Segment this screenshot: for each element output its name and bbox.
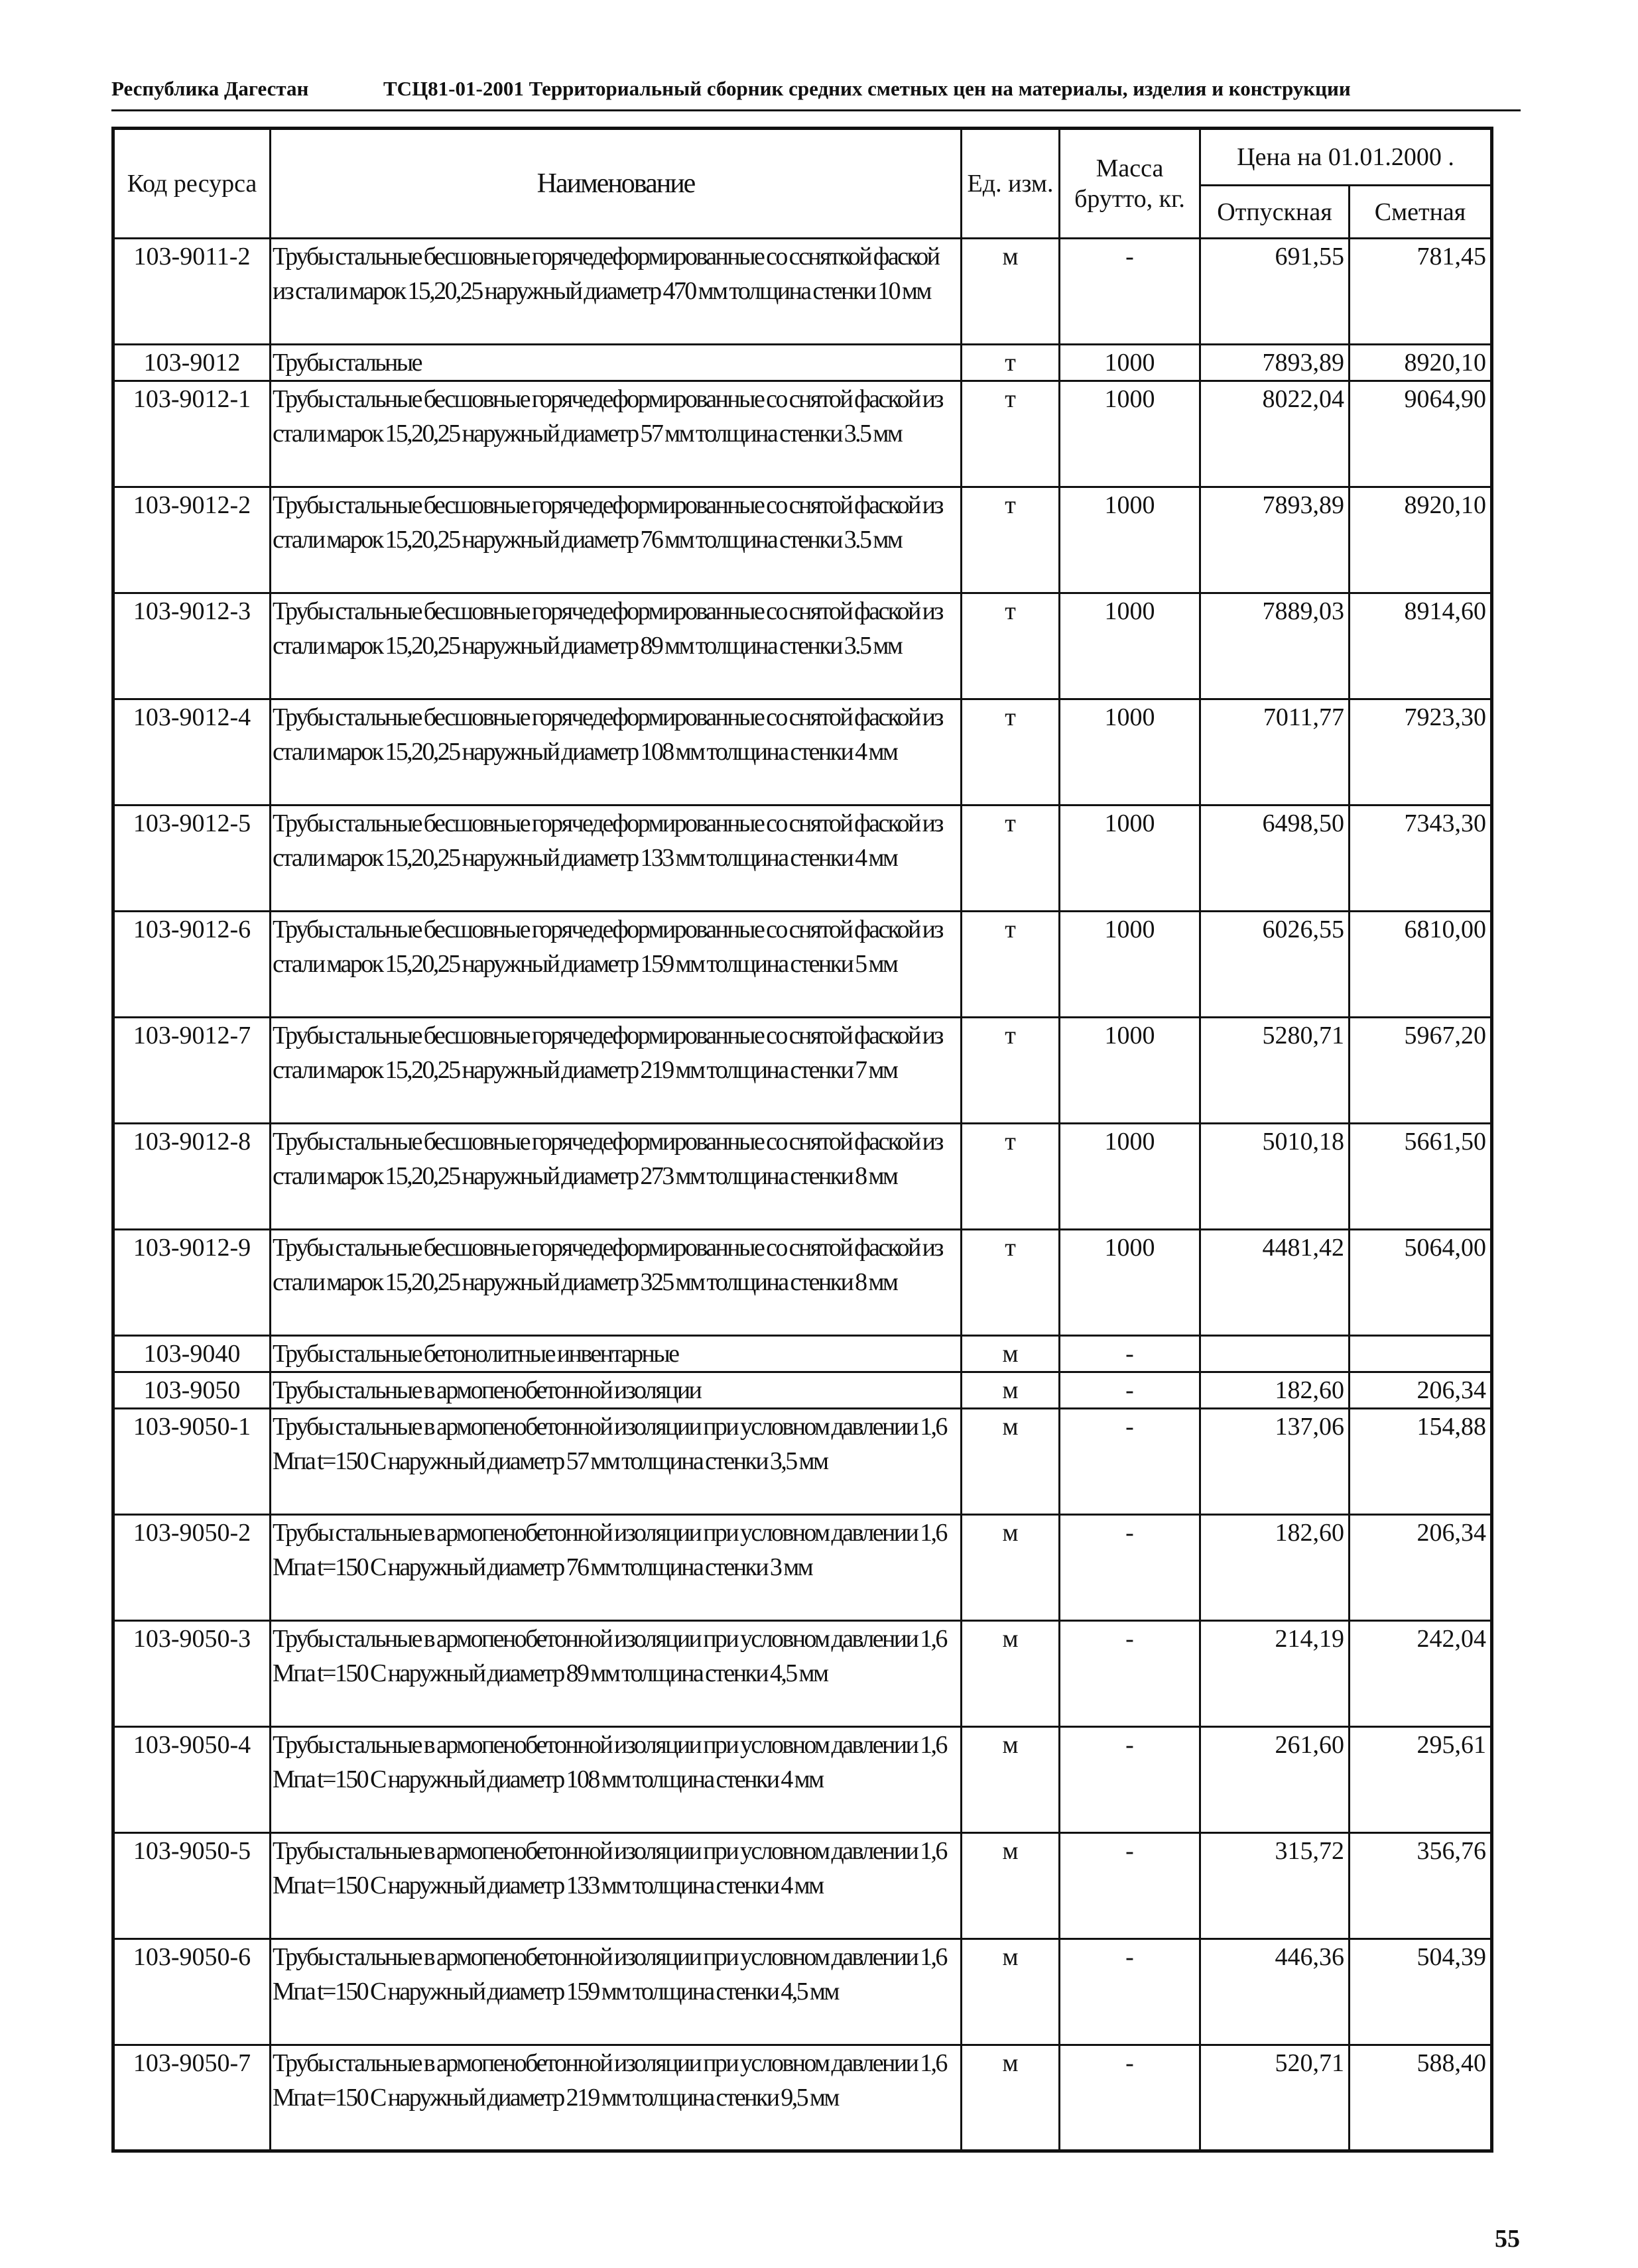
unit-cell: м <box>962 1727 1060 1833</box>
table-row <box>113 806 1492 912</box>
unit-cell: м <box>962 1939 1060 2045</box>
release-price-cell: 8022,04 <box>1200 381 1350 487</box>
resource-name-cell: Трубы стальные в армопенобетонной изоляции <box>271 1372 962 1409</box>
page-header <box>111 68 1521 111</box>
mass-cell: - <box>1060 1372 1200 1409</box>
estimate-price-cell: 295,61 <box>1350 1727 1492 1833</box>
resource-code-cell: 103-9011-2 <box>113 239 271 345</box>
resource-code-cell: 103-9012-3 <box>113 593 271 699</box>
estimate-price-cell: 7923,30 <box>1350 699 1492 806</box>
table-row <box>113 1372 1492 1409</box>
unit-cell: т <box>962 1124 1060 1230</box>
resource-code-cell: 103-9050-2 <box>113 1515 271 1621</box>
resource-code-cell: 103-9012-8 <box>113 1124 271 1230</box>
table-row <box>113 239 1492 345</box>
mass-cell: 1000 <box>1060 806 1200 912</box>
resource-name-cell: Трубы стальные бесшовные горячедеформированные со снятой фаской из стали марок 15,20,25 наружный диаметр 219 мм толщина стенки 7 мм <box>271 1018 962 1124</box>
resource-name-cell: Трубы стальные бесшовные горячедеформированные со снятой фаской из стали марок 15,20,25 наружный диаметр 108 мм толщина стенки 4 мм <box>271 699 962 806</box>
table-body <box>113 239 1492 2151</box>
estimate-price-cell: 242,04 <box>1350 1621 1492 1727</box>
unit-cell: т <box>962 1230 1060 1336</box>
resource-code-cell: 103-9050-1 <box>113 1409 271 1515</box>
mass-cell: - <box>1060 1515 1200 1621</box>
release-price-cell: 315,72 <box>1200 1833 1350 1939</box>
price-table <box>111 127 1493 2153</box>
unit-cell: м <box>962 1336 1060 1372</box>
resource-name-cell: Трубы стальные бесшовные горячедеформированные со ссняткой фаской из стали марок 15,20,25 наружный диаметр 470 мм толщина стенки 10 мм <box>271 239 962 345</box>
estimate-price-cell: 356,76 <box>1350 1833 1492 1939</box>
resource-name-cell: Трубы стальные в армопенобетонной изоляции при условном давлении 1,6 Мпа t=150 С наружный диаметр 108 мм толщина стенки 4 мм <box>271 1727 962 1833</box>
resource-name-cell: Трубы стальные в армопенобетонной изоляции при условном давлении 1,6 Мпа t=150 С наружный диаметр 159 мм толщина стенки 4,5 мм <box>271 1939 962 2045</box>
unit-cell: м <box>962 1621 1060 1727</box>
resource-name-cell: Трубы стальные в армопенобетонной изоляции при условном давлении 1,6 Мпа t=150 С наружный диаметр 76 мм толщина стенки 3 мм <box>271 1515 962 1621</box>
resource-name-cell: Трубы стальные бесшовные горячедеформированные со снятой фаской из стали марок 15,20,25 наружный диаметр 76 мм толщина стенки 3.5 мм <box>271 487 962 593</box>
unit-cell: м <box>962 1372 1060 1409</box>
mass-cell: - <box>1060 2045 1200 2151</box>
unit-cell: м <box>962 1833 1060 1939</box>
resource-code-cell: 103-9050-4 <box>113 1727 271 1833</box>
header-unit: Ед. изм. <box>962 129 1060 239</box>
estimate-price-cell: 7343,30 <box>1350 806 1492 912</box>
resource-code-cell: 103-9050-6 <box>113 1939 271 2045</box>
table-row <box>113 912 1492 1018</box>
resource-name-cell: Трубы стальные бесшовные горячедеформированные со снятой фаской из стали марок 15,20,25 наружный диаметр 89 мм толщина стенки 3.5 мм <box>271 593 962 699</box>
release-price-cell: 7893,89 <box>1200 345 1350 381</box>
release-price-cell: 520,71 <box>1200 2045 1350 2151</box>
estimate-price-cell: 8920,10 <box>1350 345 1492 381</box>
resource-code-cell: 103-9040 <box>113 1336 271 1372</box>
release-price-cell: 182,60 <box>1200 1372 1350 1409</box>
unit-cell: м <box>962 1409 1060 1515</box>
release-price-cell <box>1200 1336 1350 1372</box>
estimate-price-cell: 588,40 <box>1350 2045 1492 2151</box>
mass-cell: - <box>1060 1833 1200 1939</box>
resource-code-cell: 103-9050-5 <box>113 1833 271 1939</box>
release-price-cell: 5280,71 <box>1200 1018 1350 1124</box>
mass-cell: - <box>1060 1621 1200 1727</box>
resource-name-cell: Трубы стальные бесшовные горячедеформированные со снятой фаской из стали марок 15,20,25 наружный диаметр 273 мм толщина стенки 8 мм <box>271 1124 962 1230</box>
resource-name-cell: Трубы стальные бетонолитные инвентарные <box>271 1336 962 1372</box>
mass-cell: 1000 <box>1060 1124 1200 1230</box>
resource-code-cell: 103-9050-3 <box>113 1621 271 1727</box>
estimate-price-cell <box>1350 1336 1492 1372</box>
estimate-price-cell: 206,34 <box>1350 1372 1492 1409</box>
release-price-cell: 691,55 <box>1200 239 1350 345</box>
resource-code-cell: 103-9012-9 <box>113 1230 271 1336</box>
resource-code-cell: 103-9012-1 <box>113 381 271 487</box>
estimate-price-cell: 9064,90 <box>1350 381 1492 487</box>
table-row <box>113 1727 1492 1833</box>
resource-name-cell: Трубы стальные <box>271 345 962 381</box>
mass-cell: - <box>1060 1336 1200 1372</box>
mass-cell: 1000 <box>1060 1018 1200 1124</box>
mass-cell: - <box>1060 1939 1200 2045</box>
table-row <box>113 1515 1492 1621</box>
mass-cell: 1000 <box>1060 345 1200 381</box>
release-price-cell: 7889,03 <box>1200 593 1350 699</box>
table-row <box>113 1409 1492 1515</box>
release-price-cell: 5010,18 <box>1200 1124 1350 1230</box>
resource-name-cell: Трубы стальные бесшовные горячедеформированные со снятой фаской из стали марок 15,20,25 наружный диаметр 57 мм толщина стенки 3.5 мм <box>271 381 962 487</box>
resource-code-cell: 103-9012-7 <box>113 1018 271 1124</box>
mass-cell: - <box>1060 1409 1200 1515</box>
table-row <box>113 1336 1492 1372</box>
resource-code-cell: 103-9012-4 <box>113 699 271 806</box>
unit-cell: т <box>962 699 1060 806</box>
unit-cell: т <box>962 345 1060 381</box>
estimate-price-cell: 206,34 <box>1350 1515 1492 1621</box>
table-row <box>113 699 1492 806</box>
table-row <box>113 345 1492 381</box>
resource-code-cell: 103-9012-6 <box>113 912 271 1018</box>
header-mass: Масса брутто, кг. <box>1060 129 1200 239</box>
unit-cell: т <box>962 487 1060 593</box>
unit-cell: т <box>962 593 1060 699</box>
table-row <box>113 1230 1492 1336</box>
estimate-price-cell: 8920,10 <box>1350 487 1492 593</box>
header-price-estimate: Сметная <box>1350 186 1492 239</box>
table-row <box>113 1124 1492 1230</box>
release-price-cell: 6026,55 <box>1200 912 1350 1018</box>
resource-code-cell: 103-9012-5 <box>113 806 271 912</box>
estimate-price-cell: 504,39 <box>1350 1939 1492 2045</box>
unit-cell: м <box>962 239 1060 345</box>
mass-cell: - <box>1060 239 1200 345</box>
release-price-cell: 6498,50 <box>1200 806 1350 912</box>
mass-cell: 1000 <box>1060 1230 1200 1336</box>
table-row <box>113 2045 1492 2151</box>
unit-cell: т <box>962 912 1060 1018</box>
resource-name-cell: Трубы стальные в армопенобетонной изоляции при условном давлении 1,6 Мпа t=150 С наружный диаметр 89 мм толщина стенки 4,5 мм <box>271 1621 962 1727</box>
mass-cell: 1000 <box>1060 699 1200 806</box>
release-price-cell: 7011,77 <box>1200 699 1350 806</box>
table-row <box>113 1939 1492 2045</box>
resource-name-cell: Трубы стальные в армопенобетонной изоляции при условном давлении 1,6 Мпа t=150 С наружный диаметр 133 мм толщина стенки 4 мм <box>271 1833 962 1939</box>
release-price-cell: 261,60 <box>1200 1727 1350 1833</box>
estimate-price-cell: 154,88 <box>1350 1409 1492 1515</box>
resource-name-cell: Трубы стальные бесшовные горячедеформированные со снятой фаской из стали марок 15,20,25 наружный диаметр 159 мм толщина стенки 5 мм <box>271 912 962 1018</box>
header-name: Наименование <box>271 129 962 239</box>
resource-code-cell: 103-9050 <box>113 1372 271 1409</box>
resource-code-cell: 103-9012 <box>113 345 271 381</box>
mass-cell: - <box>1060 1727 1200 1833</box>
estimate-price-cell: 5064,00 <box>1350 1230 1492 1336</box>
unit-cell: т <box>962 806 1060 912</box>
table-row <box>113 487 1492 593</box>
page-number: 55 <box>1495 2225 1520 2253</box>
table-row <box>113 1621 1492 1727</box>
table-row <box>113 593 1492 699</box>
unit-cell: т <box>962 1018 1060 1124</box>
mass-cell: 1000 <box>1060 593 1200 699</box>
estimate-price-cell: 8914,60 <box>1350 593 1492 699</box>
release-price-cell: 4481,42 <box>1200 1230 1350 1336</box>
resource-name-cell: Трубы стальные в армопенобетонной изоляции при условном давлении 1,6 Мпа t=150 С наружный диаметр 219 мм толщина стенки 9,5 мм <box>271 2045 962 2151</box>
resource-code-cell: 103-9012-2 <box>113 487 271 593</box>
table-row <box>113 381 1492 487</box>
header-title: ТСЦ81-01-2001 Территориальный сборник средних сметных цен на материалы, изделия и конструкции <box>383 77 1351 100</box>
estimate-price-cell: 6810,00 <box>1350 912 1492 1018</box>
release-price-cell: 7893,89 <box>1200 487 1350 593</box>
estimate-price-cell: 5661,50 <box>1350 1124 1492 1230</box>
resource-name-cell: Трубы стальные бесшовные горячедеформированные со снятой фаской из стали марок 15,20,25 наружный диаметр 325 мм толщина стенки 8 мм <box>271 1230 962 1336</box>
table-row <box>113 1833 1492 1939</box>
header-region: Республика Дагестан <box>111 77 309 100</box>
release-price-cell: 137,06 <box>1200 1409 1350 1515</box>
header-code: Код ресурса <box>113 129 271 239</box>
unit-cell: м <box>962 2045 1060 2151</box>
release-price-cell: 446,36 <box>1200 1939 1350 2045</box>
header-price-release: Отпускная <box>1200 186 1350 239</box>
table-row <box>113 1018 1492 1124</box>
mass-cell: 1000 <box>1060 381 1200 487</box>
mass-cell: 1000 <box>1060 912 1200 1018</box>
header-price-group: Цена на 01.01.2000 . <box>1200 129 1492 186</box>
release-price-cell: 214,19 <box>1200 1621 1350 1727</box>
estimate-price-cell: 781,45 <box>1350 239 1492 345</box>
resource-code-cell: 103-9050-7 <box>113 2045 271 2151</box>
unit-cell: м <box>962 1515 1060 1621</box>
estimate-price-cell: 5967,20 <box>1350 1018 1492 1124</box>
release-price-cell: 182,60 <box>1200 1515 1350 1621</box>
resource-name-cell: Трубы стальные в армопенобетонной изоляции при условном давлении 1,6 Мпа t=150 С наружный диаметр 57 мм толщина стенки 3,5 мм <box>271 1409 962 1515</box>
resource-name-cell: Трубы стальные бесшовные горячедеформированные со снятой фаской из стали марок 15,20,25 наружный диаметр 133 мм толщина стенки 4 мм <box>271 806 962 912</box>
mass-cell: 1000 <box>1060 487 1200 593</box>
unit-cell: т <box>962 381 1060 487</box>
